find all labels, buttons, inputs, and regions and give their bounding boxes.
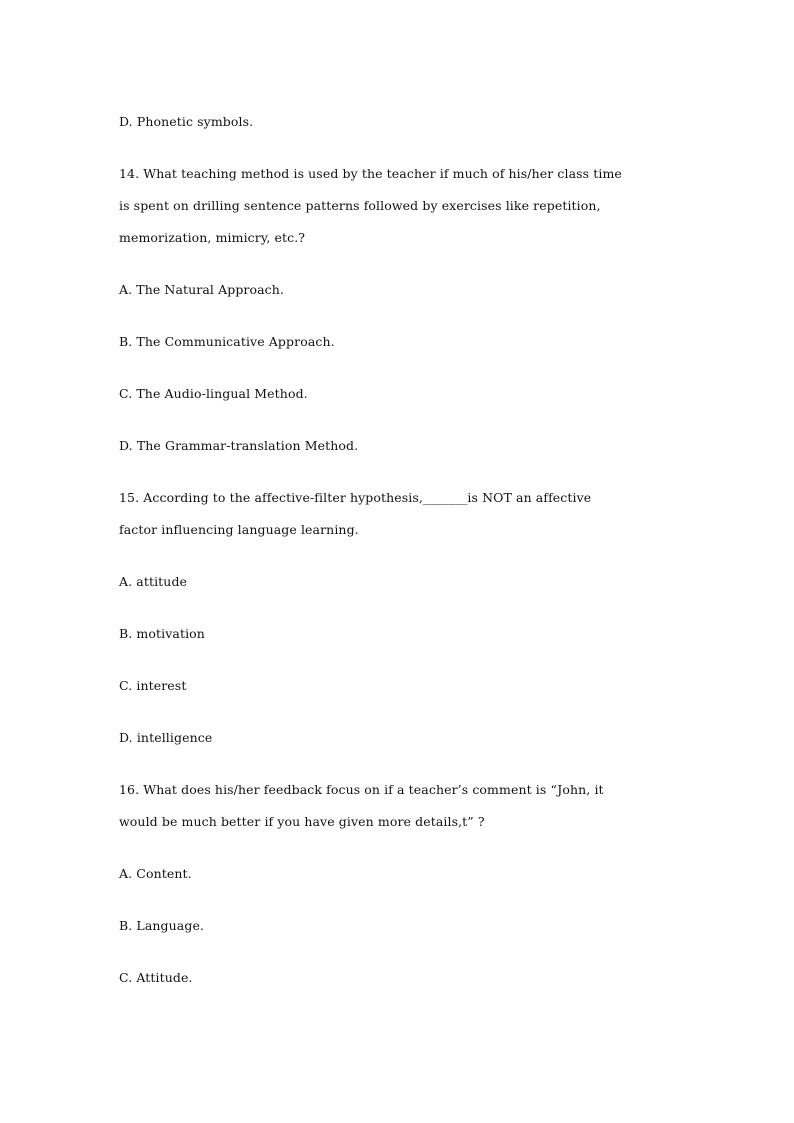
q15-stem-line-2: factor influencing language learning. (119, 522, 359, 537)
q16-option-a: A. Content. (119, 866, 192, 881)
q14-stem-line-2: is spent on drilling sentence patterns followed by exercises like repetition, (119, 198, 601, 213)
q14-stem-line-3: memorization, mimicry, etc.? (119, 230, 306, 245)
q15-option-c: C. interest (119, 678, 187, 693)
q14-option-a: A. The Natural Approach. (119, 282, 285, 297)
q16-option-b: B. Language. (119, 918, 205, 933)
q14-stem-line-1: 14. What teaching method is used by the teacher if much of his/her class time (119, 166, 622, 181)
q13-option-d: D. Phonetic symbols. (119, 114, 254, 129)
q15-option-b: B. motivation (119, 626, 205, 641)
q16-stem-line-1: 16. What does his/her feedback focus on if a teacher’s comment is “John, it (119, 782, 604, 797)
q14-option-d: D. The Grammar-translation Method. (119, 438, 359, 453)
q15-option-a: A. attitude (119, 574, 188, 589)
q15-stem-line-1: 15. According to the affective-filter hypothesis,_______is NOT an affective (119, 490, 592, 505)
q14-option-b: B. The Communicative Approach. (119, 334, 335, 349)
q16-option-c: C. Attitude. (119, 970, 193, 985)
q16-stem-line-2: would be much better if you have given more details,t” ? (119, 814, 485, 829)
q14-option-c: C. The Audio-lingual Method. (119, 386, 308, 401)
q15-option-d: D. intelligence (119, 730, 213, 745)
